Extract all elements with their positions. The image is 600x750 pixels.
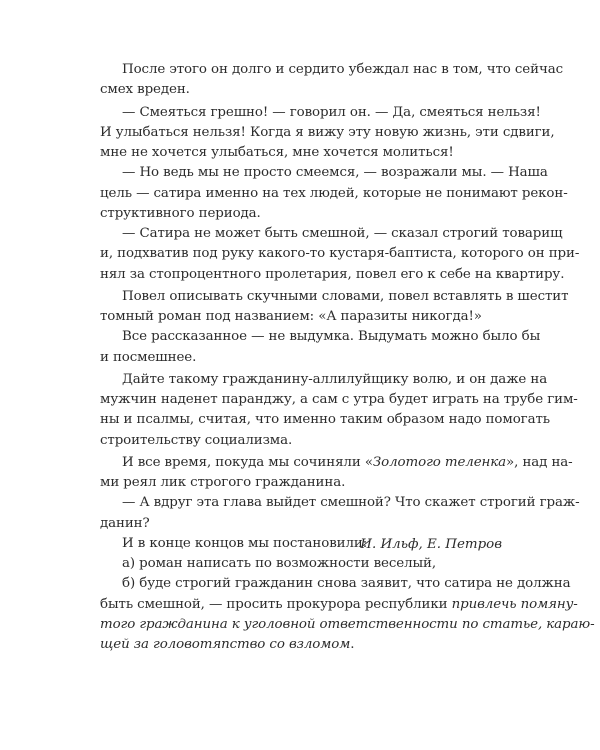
text-line: мужчин наденет паранджу, а сам с утра будет играть на трубе гим-	[100, 392, 578, 407]
italic-segment: привлечь помяну-	[451, 596, 578, 612]
text-line	[100, 615, 595, 635]
text-line: ми реял лик строгого гражданина.	[100, 475, 346, 490]
text-line: данин?	[100, 515, 150, 531]
text-line: Все рассказанное — не выдумка. Выдумать можно было бы	[122, 329, 541, 345]
text-line: — Но ведь мы не просто смеемся, — возражали мы. — Наша	[122, 165, 548, 181]
text-line: и посмешнее.	[100, 349, 197, 365]
text-line: а) роман написать по возможности веселый,	[122, 556, 437, 571]
text-line: цель — сатира именно на тех людей, которые не понимают рекон-	[100, 185, 568, 201]
text-line: б) буде строгий гражданин снова заявит, что сатира не должна	[122, 576, 571, 592]
text-line: строительству социализма.	[100, 432, 293, 448]
text-line: ны и псалмы, считая, что именно таким образом надо помогать	[100, 412, 550, 428]
text-segment: И все время, покуда мы сочиняли «	[122, 454, 373, 470]
text-line: Повел описывать скучными словами, повел вставлять в шестит	[122, 288, 569, 304]
text-line: И в конце концов мы постановили:	[122, 535, 368, 551]
text-line: структивного периода.	[100, 205, 261, 221]
text-line: и, подхватив под руку какого-то кустаря-баптиста, которого он при-	[100, 246, 580, 262]
text-line: — А вдруг эта глава выйдет смешной? Что скажет строгий граж-	[122, 495, 580, 511]
italic-segment: того гражданина к уголовной ответственности по статье, караю-	[100, 616, 595, 632]
text-line	[100, 635, 502, 655]
text-line: Дайте такому гражданину-аллилуйщику волю, и он даже на	[122, 371, 548, 387]
text-line	[100, 453, 573, 473]
text-line: смех вреден.	[100, 82, 190, 98]
text-segment: .	[350, 637, 355, 652]
text-line: — Смеяться грешно! — говорил он. — Да, смеяться нельзя!	[122, 104, 541, 120]
text-line	[100, 595, 578, 615]
novel-title: Золотого теленка	[372, 454, 507, 470]
author-signature: И. Ильф, Е. Петров	[360, 537, 502, 552]
article-text	[100, 60, 595, 655]
text-line: — Сатира не может быть смешной, — сказал строгий товарищ	[122, 226, 563, 241]
text-line: томный роман под названием: «А паразиты никогда!»	[100, 309, 482, 324]
text-line: После этого он долго и сердито убеждал нас в том, что сейчас	[122, 62, 563, 77]
text-line: И улыбаться нельзя! Когда я вижу эту новую жизнь, эти сдвиги,	[100, 124, 555, 140]
italic-segment: щей за головотяпство со взломом	[100, 637, 351, 652]
text-line: мне не хочется улыбаться, мне хочется молиться!	[100, 145, 454, 160]
text-line: нял за стопроцентного пролетария, повел его к себе на квартиру.	[100, 266, 565, 282]
text-segment: быть смешной, — просить прокурора республики	[100, 596, 452, 612]
text-segment: », над на-	[506, 454, 573, 470]
